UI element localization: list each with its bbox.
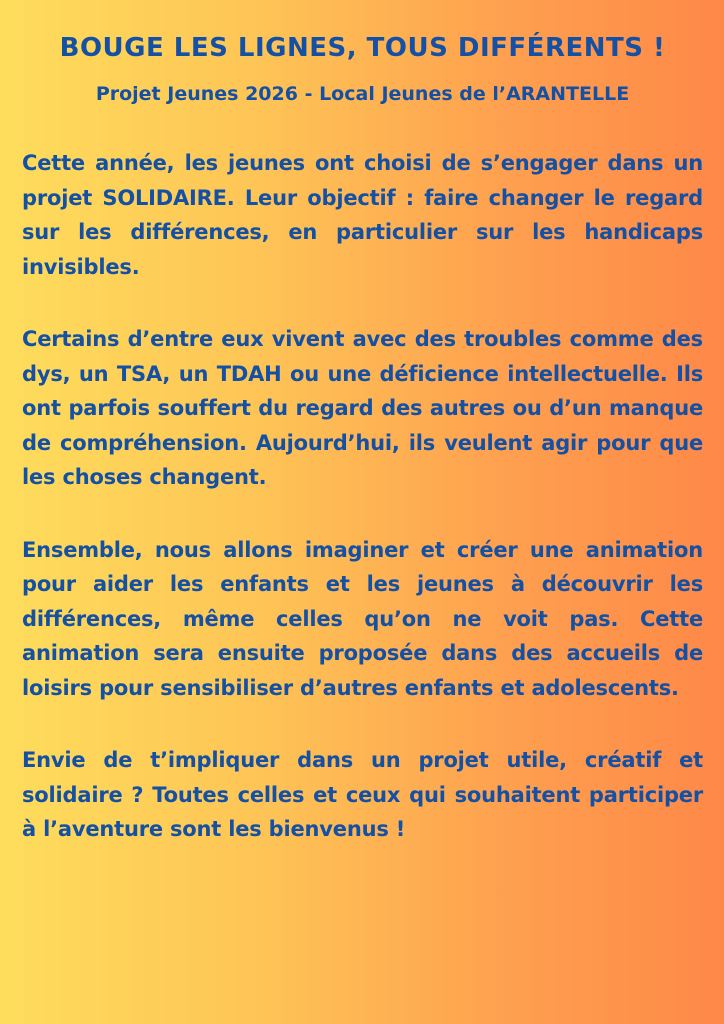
paragraph-animation: Ensemble, nous allons imaginer et créer une animation pour aider les enfants et les jeunes à découvrir les différences, même celles qu’on ne voit pas. Cette animation sera ensuite proposée dans des accueils de loisirs pour sensibiliser d’autres enfants et adolescents. — [22, 537, 703, 700]
paragraph-intro: Cette année, les jeunes ont choisi de s’engager dans un projet SOLIDAIRE. Leur objectif : faire changer le regard sur les différences, en particulier sur les handicaps invisibles. — [22, 151, 703, 279]
flyer-body — [22, 146, 703, 885]
paragraph-invitation: Envie de t’impliquer dans un projet utile, créatif et solidaire ? Toutes celles et ceux qui souhaitent participer à l’aventure sont les bienvenus ! — [22, 748, 703, 841]
flyer-page — [22, 0, 703, 1024]
flyer-subtitle: Projet Jeunes 2026 - Local Jeunes de l’ARANTELLE — [95, 83, 630, 105]
paragraph-troubles: Certains d’entre eux vivent avec des troubles comme des dys, un TSA, un TDAH ou une déficience intellectuelle. Ils ont parfois souffert du regard des autres ou d’un manque de compréhension. Aujourd’hui, ils veulent agir pour que les choses changent. — [22, 327, 703, 489]
flyer-title: BOUGE LES LIGNES, TOUS DIFFÉRENTS ! — [59, 33, 666, 63]
